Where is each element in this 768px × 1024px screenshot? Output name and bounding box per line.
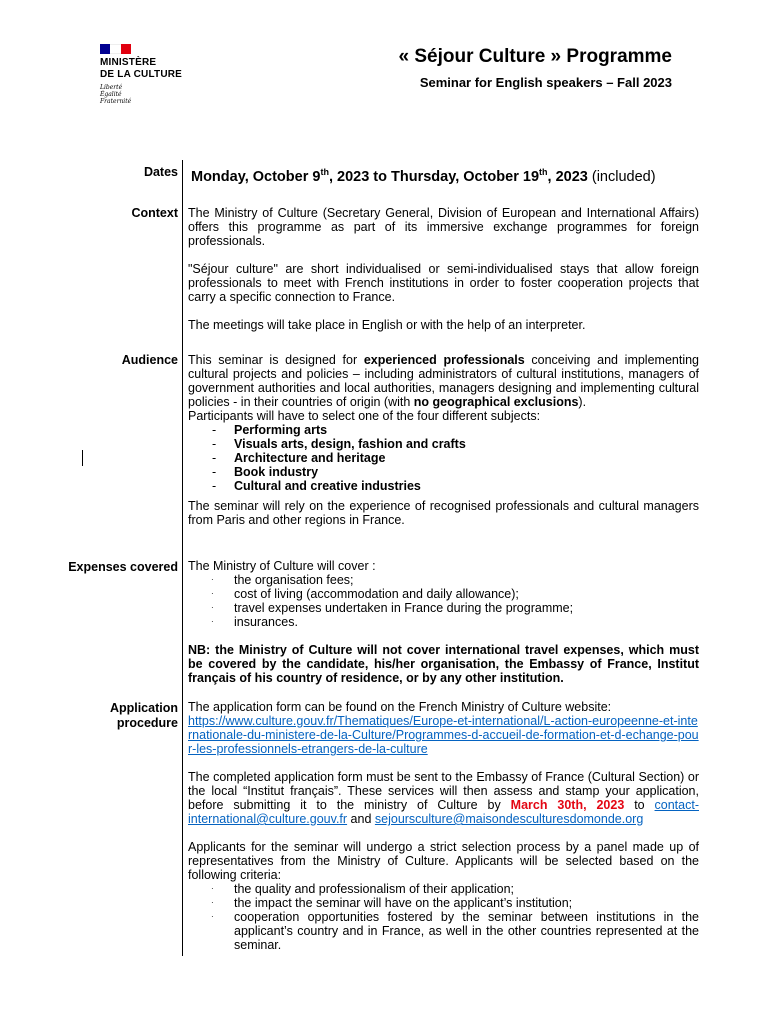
- subject-label: Architecture and heritage: [234, 451, 386, 465]
- flag-red: [121, 44, 131, 54]
- document-subtitle: Seminar for English speakers – Fall 2023: [419, 75, 672, 90]
- dates-note: (included): [587, 168, 656, 185]
- label-line: Application: [109, 701, 178, 715]
- list-item: - Visuals arts, design, fashion and crafts: [212, 437, 466, 451]
- context-body: [188, 206, 699, 346]
- expense-label: cost of living (accommodation and daily allowance);: [234, 587, 519, 601]
- label-dates: Dates: [143, 165, 178, 179]
- dates-start-sup: th: [320, 167, 329, 177]
- text: to: [624, 798, 655, 812]
- republic-motto: [100, 84, 131, 105]
- context-paragraph: The meetings will take place in English or with the help of an interpreter.: [188, 318, 586, 332]
- criterion-label: the impact the seminar will have on the applicant’s institution;: [234, 896, 573, 910]
- motto-fraternite: Fraternité: [100, 98, 132, 105]
- flag-white: [110, 44, 120, 54]
- logo-title-line1: MINISTÈRE: [100, 57, 157, 68]
- text: ).: [578, 395, 587, 409]
- expenses-intro: The Ministry of Culture will cover :: [188, 559, 376, 573]
- application-body: [188, 700, 699, 952]
- deadline: March 30th, 2023: [510, 798, 625, 812]
- text-cursor: [82, 450, 83, 466]
- dates-end: , 2023: [547, 168, 588, 185]
- expenses-list: [188, 573, 699, 629]
- subject-label: Performing arts: [234, 423, 328, 437]
- email-link-sejours[interactable]: sejoursculture@maisondesculturesdomonde.org: [374, 812, 644, 826]
- expense-label: insurances.: [234, 615, 298, 629]
- application-url-wrap: [188, 714, 699, 756]
- subject-label: Cultural and creative industries: [234, 479, 421, 493]
- dates-end-sup: th: [539, 167, 548, 177]
- column-divider: [182, 160, 183, 956]
- dates-value: [191, 163, 711, 186]
- context-paragraph: The Ministry of Culture (Secretary General, Division of European and International Affairs) offers this programme as part of its immersive exchange programmes for foreign professionals.: [188, 206, 699, 248]
- label-context: Context: [131, 206, 178, 220]
- emphasis: experienced professionals: [363, 353, 525, 367]
- criteria-list: [188, 882, 699, 952]
- expense-label: travel expenses undertaken in France during the programme;: [234, 601, 574, 615]
- emphasis: no geographical exclusions: [413, 395, 579, 409]
- motto-egalite: Égalité: [100, 91, 122, 98]
- text: and: [347, 812, 375, 826]
- list-item: · the organisation fees;: [211, 573, 354, 587]
- list-item: · travel expenses undertaken in France during the programme;: [211, 601, 574, 615]
- subject-label: Book industry: [234, 465, 319, 479]
- flag-blue: [100, 44, 110, 54]
- audience-subjects-intro: Participants will have to select one of the four different subjects:: [188, 409, 541, 423]
- application-form-link[interactable]: https://www.culture.gouv.fr/Thematiques/Europe-et-international/L-action-europeenne-et-internationale-du-ministere-de-la-Culture/Programmes-d-accueil-de-formation-et-d-echange-pour-les-professionnels-etrangers-de-la-culture: [188, 714, 699, 756]
- application-submission: [188, 770, 699, 826]
- ministry-logo-title: [100, 57, 182, 81]
- email-link-contact[interactable]: contact-international@culture.gouv.fr: [188, 798, 699, 826]
- list-item: - Performing arts: [212, 423, 328, 437]
- list-item: · the quality and professionalism of their application;: [211, 882, 515, 896]
- text: This seminar is designed for: [188, 353, 364, 367]
- list-item: · cost of living (accommodation and daily allowance);: [211, 587, 519, 601]
- label-audience: Audience: [121, 353, 178, 367]
- expense-label: the organisation fees;: [234, 573, 354, 587]
- list-item: - Book industry: [212, 465, 319, 479]
- list-item: · cooperation opportunities fostered by the seminar between institutions in the applicant’s country and in France, as well in the other countries represented at the seminar.: [211, 910, 699, 952]
- dates-start: Monday, October 9: [191, 168, 321, 185]
- logo-title-line2: DE LA CULTURE: [100, 69, 183, 80]
- list-item: · the impact the seminar will have on the applicant’s institution;: [211, 896, 573, 910]
- expenses-note: NB: the Ministry of Culture will not cover international travel expenses, which must be covered by the candidate, his/her organisation, the Embassy of France, Institut français of his country of residence, or by any other institution.: [188, 643, 699, 685]
- text: The completed application form must be sent to the Embassy of France (Cultural Section) or the local “Institut français”. These services will then assess and stamp your application, before submitting it to the ministry of Culture by: [188, 770, 699, 812]
- application-intro: The application form can be found on the French Ministry of Culture website:: [188, 700, 612, 714]
- list-item: - Architecture and heritage: [212, 451, 386, 465]
- subject-label: Visuals arts, design, fashion and crafts: [234, 437, 466, 451]
- document-title: « Séjour Culture » Programme: [398, 46, 672, 67]
- republic-flag-logo: [100, 44, 131, 54]
- criterion-label: cooperation opportunities fostered by the seminar between institutions in the applicant’s country and in France, as well in the other countries represented at the seminar.: [234, 910, 699, 952]
- audience-paragraph: [188, 353, 699, 409]
- text: conceiving and implementing cultural projects and policies – including administrators of cultural institutions, managers of government authorities and local authorities, managers designing and implementing cultural policies - in their countries of origin (with: [188, 353, 700, 409]
- expenses-body: [188, 559, 699, 685]
- application-selection: Applicants for the seminar will undergo a strict selection process by a panel made up of representatives from the Ministry of Culture. Applicants will be selected based on the following criteria:: [188, 840, 699, 882]
- list-item: - Cultural and creative industries: [212, 479, 421, 493]
- subjects-list: [188, 423, 699, 493]
- label-expenses: Expenses covered: [68, 560, 178, 574]
- criterion-label: the quality and professionalism of their application;: [234, 882, 515, 896]
- label-line: procedure: [116, 716, 178, 730]
- motto-liberte: Liberté: [100, 84, 123, 91]
- audience-body: [188, 353, 699, 527]
- audience-closing: The seminar will rely on the experience of recognised professionals and cultural managers from Paris and other regions in France.: [188, 499, 699, 527]
- dates-mid: , 2023 to Thursday, October 19: [328, 168, 540, 185]
- list-item: · insurances.: [211, 615, 298, 629]
- context-paragraph: "Séjour culture" are short individualised or semi-individualised stays that allow foreign professionals to meet with French institutions in order to foster cooperation projects that carry a specific connection to France.: [188, 262, 699, 304]
- label-application: [40, 701, 178, 731]
